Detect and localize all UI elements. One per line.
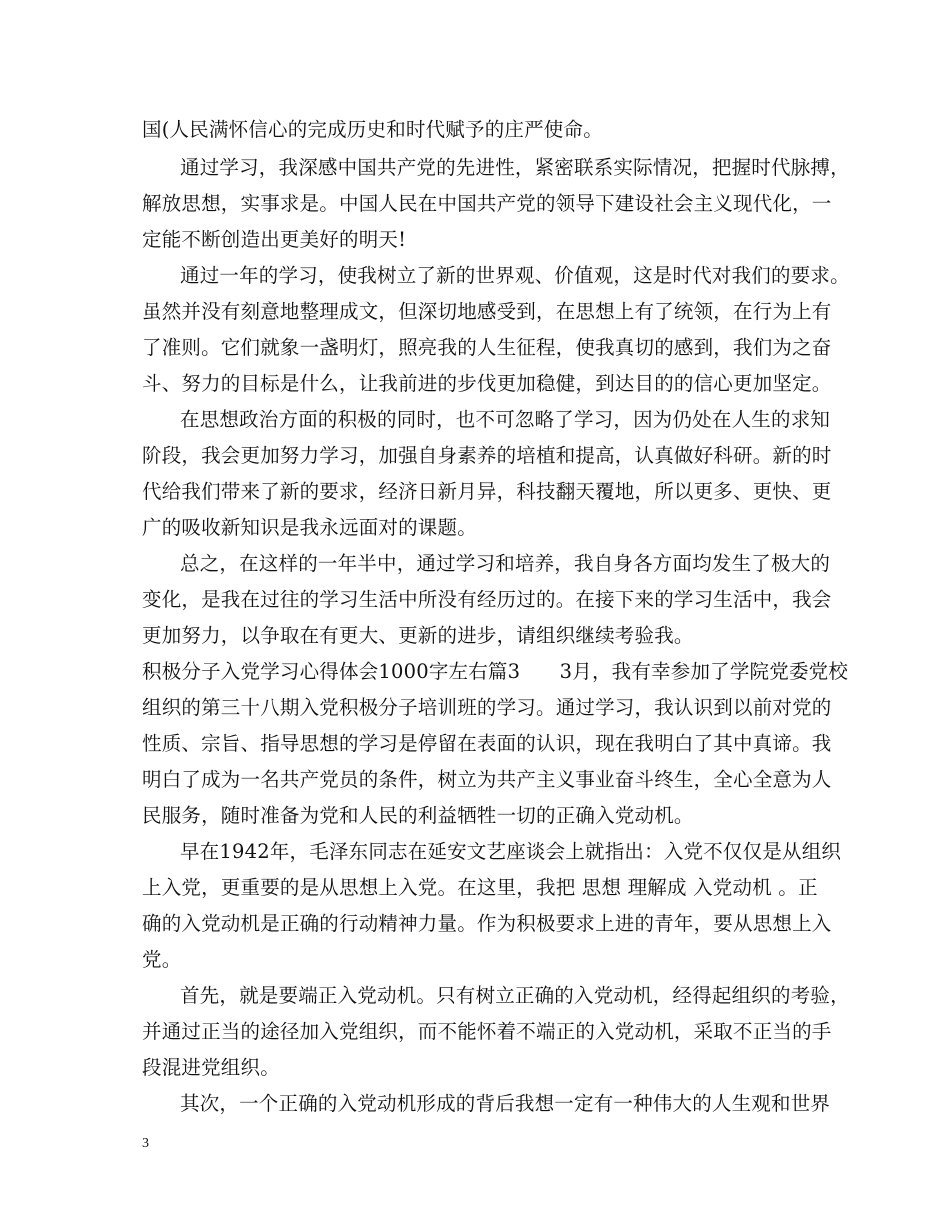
text-line: 变化，是我在过往的学习生活中所没有经历过的。在接下来的学习生活中，我会 (142, 588, 832, 611)
page-number: 3 (142, 1136, 149, 1151)
text-line: 总之，在这样的一年半中，通过学习和培养，我自身各方面均发生了极大的 (180, 552, 831, 575)
text-line: 更加努力，以争取在有更大、更新的进步，请组织继续考验我。 (142, 624, 694, 647)
text-line: 党。 (142, 948, 182, 971)
section-heading-line: 积极分子入党学习心得体会1000字左右篇3 3月，我有幸参加了学院党委党校 (142, 660, 849, 683)
text-line: 广的吸收新知识是我永远面对的课题。 (142, 516, 477, 539)
text-line: 性质、宗旨、指导思想的学习是停留在表面的认识，现在我明白了其中真谛。我 (142, 732, 832, 755)
text-line: 虽然并没有刻意地整理成文，但深切地感受到，在思想上有了统领，在行为上有 (142, 300, 832, 323)
text-line: 其次，一个正确的入党动机形成的背后我想一定有一种伟大的人生观和世界 (180, 1092, 831, 1115)
text-line: 首先，就是要端正入党动机。只有树立正确的入党动机，经得起组织的考验， (180, 984, 850, 1007)
text-line: 在思想政治方面的积极的同时，也不可忽略了学习，因为仍处在人生的求知 (180, 408, 831, 431)
text-line: 通过一年的学习，使我树立了新的世界观、价值观，这是时代对我们的要求。 (180, 264, 850, 287)
text-line: 了准则。它们就象一盏明灯，照亮我的人生征程，使我真切的感到，我们为之奋 (142, 336, 832, 359)
text-line: 确的入党动机是正确的行动精神力量。作为积极要求上进的青年，要从思想上入 (142, 912, 832, 935)
text-line: 阶段，我会更加努力学习，加强自身素养的培植和提高，认真做好科研。新的时 (142, 444, 832, 467)
text-line: 代给我们带来了新的要求，经济日新月异，科技翻天覆地，所以更多、更快、更 (142, 480, 832, 503)
text-line: 国(人民满怀信心的完成历史和时代赋予的庄严使命。 (142, 118, 603, 141)
text-line: 通过学习，我深感中国共产党的先进性，紧密联系实际情况，把握时代脉搏， (180, 156, 850, 179)
text-line: 明白了成为一名共产党员的条件，树立为共产主义事业奋斗终生，全心全意为人 (142, 768, 832, 791)
text-line: 段混进党组织。 (142, 1056, 280, 1079)
text-line: 民服务，随时准备为党和人民的利益牺牲一切的正确入党动机。 (142, 804, 694, 827)
text-line: 斗、努力的目标是什么，让我前进的步伐更加稳健，到达目的的信心更加坚定。 (142, 372, 832, 395)
text-line: 早在1942年，毛泽东同志在延安文艺座谈会上就指出：入党不仅仅是从组织 (180, 840, 842, 863)
text-line: 解放思想，实事求是。中国人民在中国共产党的领导下建设社会主义现代化，一 (142, 192, 832, 215)
text-line: 并通过正当的途径加入党组织，而不能怀着不端正的入党动机，采取不正当的手 (142, 1020, 832, 1043)
text-line: 上入党，更重要的是从思想上入党。在这里，我把 思想 理解成 入党动机 。正 (142, 876, 818, 899)
text-line: 定能不断创造出更美好的明天! (142, 228, 407, 251)
text-line: 组织的第三十八期入党积极分子培训班的学习。通过学习，我认识到以前对党的 (142, 696, 832, 719)
